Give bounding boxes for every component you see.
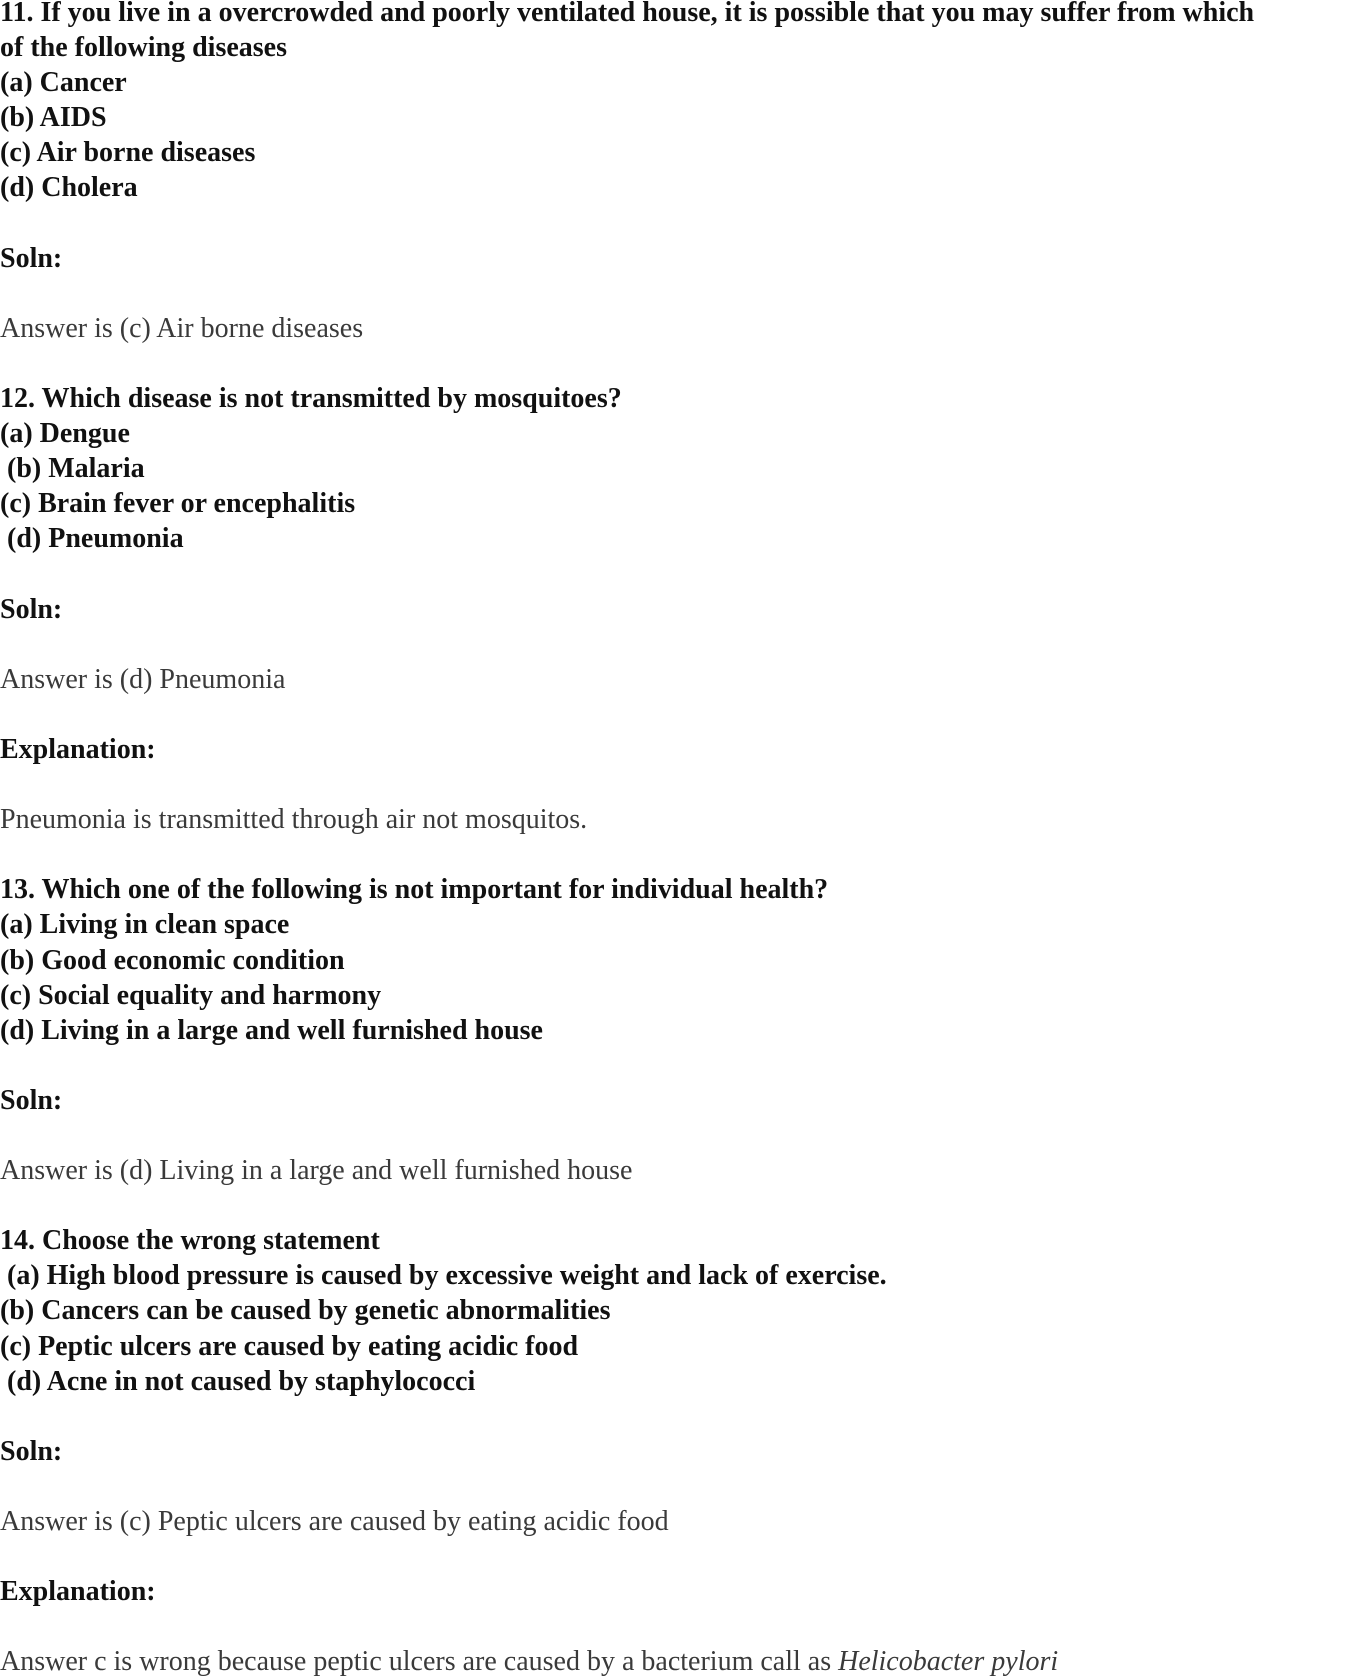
explanation-text xyxy=(0,1644,1371,1679)
option-d: (d) Cholera xyxy=(0,172,138,204)
option-b: (b) AIDS xyxy=(0,102,107,134)
soln-label: Soln: xyxy=(0,1084,63,1116)
question-11-text: 11. If you live in a overcrowded and poorly ventilated house, it is possible that you may suffer from which xyxy=(0,0,1255,28)
option-c: (c) Social equality and harmony xyxy=(0,979,382,1011)
question-13-text: 13. Which one of the following is not important for individual health? xyxy=(0,874,829,906)
answer-text: Answer is (d) Pneumonia xyxy=(0,663,286,695)
explanation-label: Explanation: xyxy=(0,733,156,765)
option-b: (b) Cancers can be caused by genetic abnormalities xyxy=(0,1295,611,1327)
option-b: (b) Good economic condition xyxy=(0,944,345,976)
option-c: (c) Brain fever or encephalitis xyxy=(0,488,356,520)
question-14-text: 14. Choose the wrong statement xyxy=(0,1225,380,1257)
option-a: (a) Cancer xyxy=(0,67,127,99)
soln-label: Soln: xyxy=(0,242,63,274)
soln-label: Soln: xyxy=(0,593,63,625)
option-c: (c) Peptic ulcers are caused by eating acidic food xyxy=(0,1330,579,1362)
soln-label: Soln: xyxy=(0,1435,63,1467)
option-d: (d) Living in a large and well furnished house xyxy=(0,1014,543,1046)
option-c: (c) Air borne diseases xyxy=(0,137,256,169)
answer-text: Answer is (d) Living in a large and well furnished house xyxy=(0,1155,633,1187)
option-d: (d) Acne in not caused by staphylococci xyxy=(7,1365,476,1397)
option-a: (a) Living in clean space xyxy=(0,909,290,941)
explanation-main: Answer c is wrong because peptic ulcers are caused by a bacterium call as xyxy=(0,1646,832,1678)
explanation-text: Pneumonia is transmitted through air not mosquitos. xyxy=(0,804,588,836)
question-12-text: 12. Which disease is not transmitted by mosquitoes? xyxy=(0,383,622,415)
answer-text: Answer is (c) Air borne diseases xyxy=(0,312,364,344)
option-d: (d) Pneumonia xyxy=(7,523,184,555)
explanation-species-name: Helicobacter pylori xyxy=(838,1646,1059,1678)
question-11-text-cont: of the following diseases xyxy=(0,32,287,64)
explanation-label: Explanation: xyxy=(0,1576,156,1608)
answer-text: Answer is (c) Peptic ulcers are caused by eating acidic food xyxy=(0,1506,669,1538)
option-a: (a) Dengue xyxy=(0,418,130,450)
option-a: (a) High blood pressure is caused by excessive weight and lack of exercise. xyxy=(7,1260,887,1292)
option-b: (b) Malaria xyxy=(7,453,145,485)
